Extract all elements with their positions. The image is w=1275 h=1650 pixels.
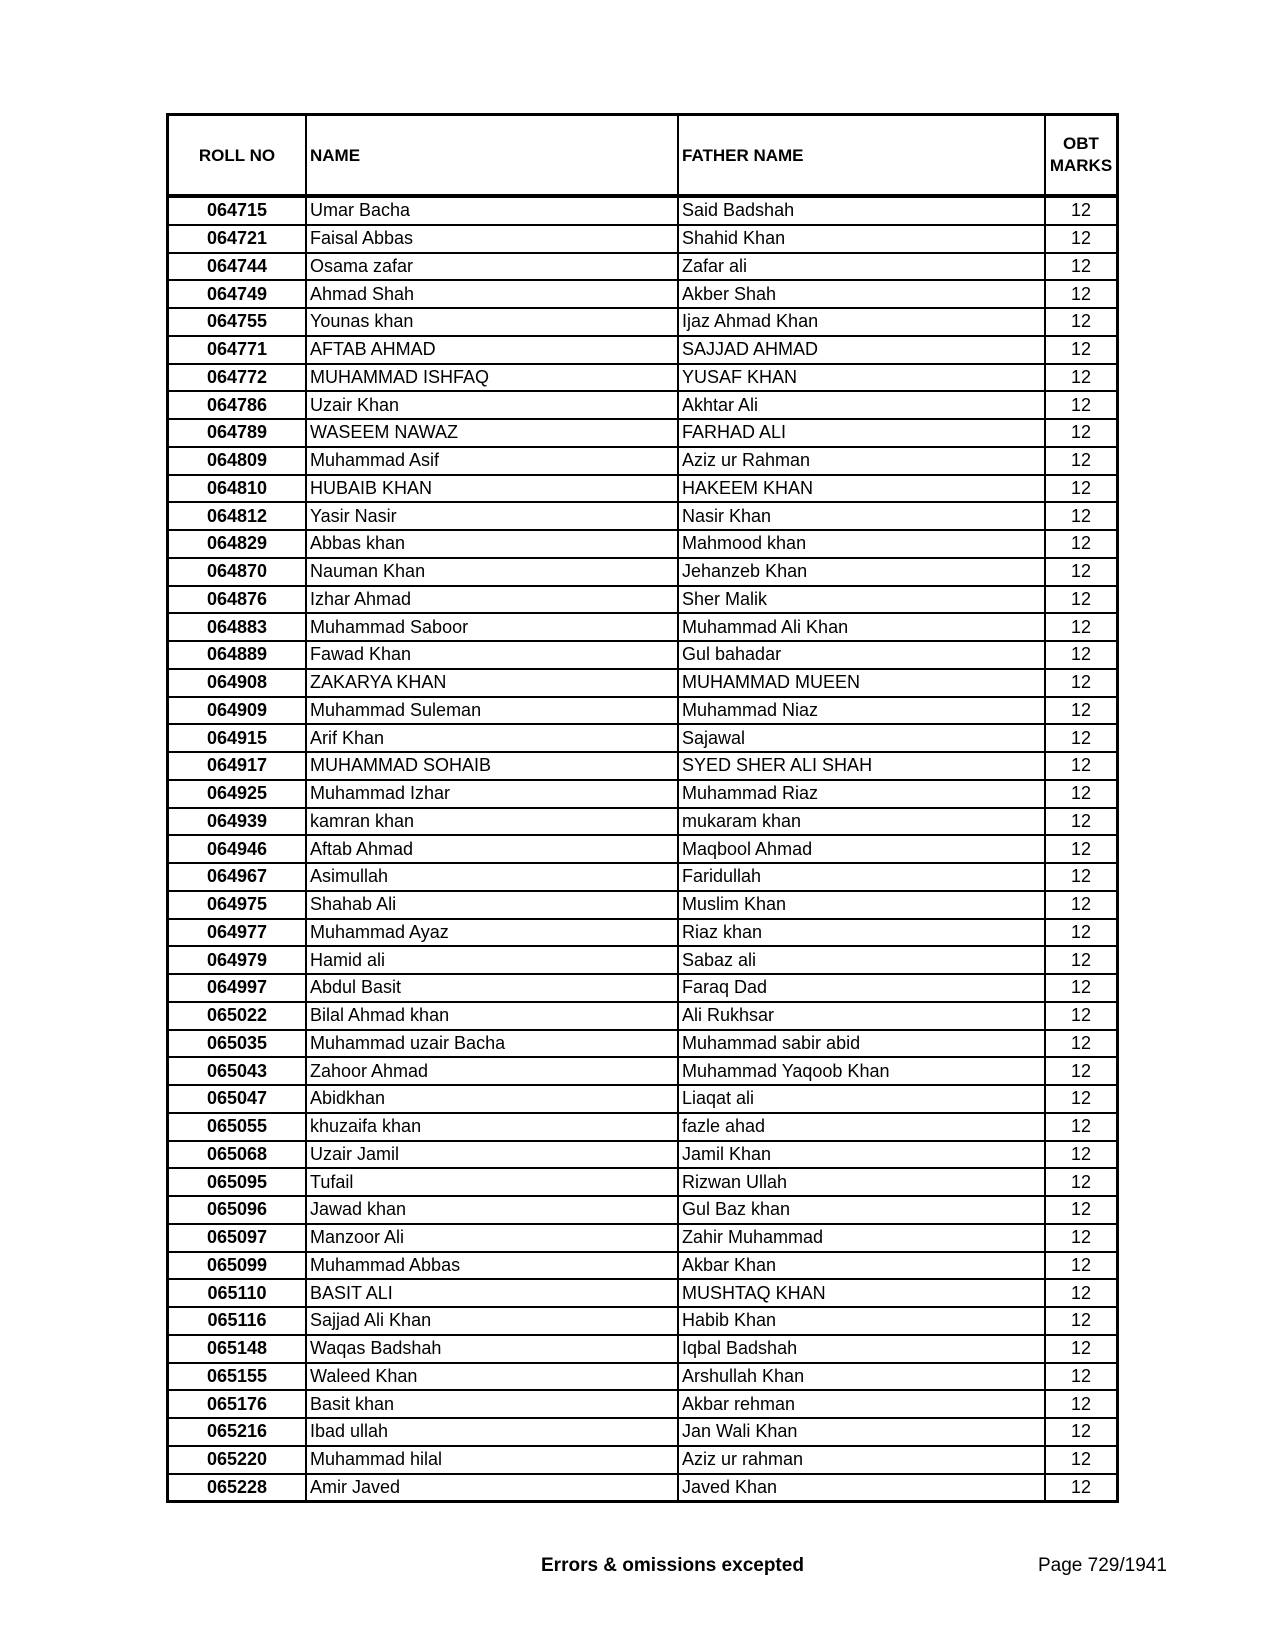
cell-roll-no: 064883	[168, 613, 307, 641]
table-row	[168, 1279, 1118, 1307]
table-row	[168, 1252, 1118, 1280]
cell-obt-marks: 12	[1045, 280, 1118, 308]
cell-name: Shahab Ali	[306, 891, 678, 919]
cell-roll-no: 064908	[168, 669, 307, 697]
table-body	[168, 196, 1118, 1502]
results-table	[166, 113, 1119, 1503]
cell-father-name: Jamil Khan	[678, 1141, 1045, 1169]
cell-roll-no: 065228	[168, 1474, 307, 1502]
cell-roll-no: 064721	[168, 225, 307, 253]
cell-name: Ahmad Shah	[306, 280, 678, 308]
cell-roll-no: 065095	[168, 1168, 307, 1196]
cell-father-name: Iqbal Badshah	[678, 1335, 1045, 1363]
cell-roll-no: 064809	[168, 447, 307, 475]
cell-roll-no: 065047	[168, 1085, 307, 1113]
cell-roll-no: 064749	[168, 280, 307, 308]
table-row	[168, 835, 1118, 863]
table-row	[168, 1030, 1118, 1058]
cell-father-name: Riaz khan	[678, 919, 1045, 947]
cell-father-name: Ali Rukhsar	[678, 1002, 1045, 1030]
cell-father-name: MUHAMMAD MUEEN	[678, 669, 1045, 697]
table-row	[168, 724, 1118, 752]
cell-father-name: Jehanzeb Khan	[678, 558, 1045, 586]
cell-roll-no: 064997	[168, 974, 307, 1002]
cell-obt-marks: 12	[1045, 835, 1118, 863]
cell-father-name: Liaqat ali	[678, 1085, 1045, 1113]
cell-name: AFTAB AHMAD	[306, 336, 678, 364]
cell-obt-marks: 12	[1045, 1141, 1118, 1169]
table-row	[168, 196, 1118, 225]
cell-obt-marks: 12	[1045, 808, 1118, 836]
cell-father-name: Sher Malik	[678, 586, 1045, 614]
cell-roll-no: 064715	[168, 196, 307, 225]
table-row	[168, 1446, 1118, 1474]
table-row	[168, 530, 1118, 558]
cell-name: Muhammad Ayaz	[306, 919, 678, 947]
cell-obt-marks: 12	[1045, 946, 1118, 974]
cell-obt-marks: 12	[1045, 253, 1118, 281]
cell-roll-no: 065043	[168, 1057, 307, 1085]
cell-father-name: Faraq Dad	[678, 974, 1045, 1002]
cell-father-name: fazle ahad	[678, 1113, 1045, 1141]
cell-roll-no: 064915	[168, 724, 307, 752]
table-row	[168, 336, 1118, 364]
cell-father-name: Muslim Khan	[678, 891, 1045, 919]
cell-obt-marks: 12	[1045, 1279, 1118, 1307]
cell-father-name: HAKEEM KHAN	[678, 475, 1045, 503]
table-row	[168, 697, 1118, 725]
cell-obt-marks: 12	[1045, 447, 1118, 475]
cell-obt-marks: 12	[1045, 308, 1118, 336]
cell-father-name: Sajawal	[678, 724, 1045, 752]
cell-obt-marks: 12	[1045, 1418, 1118, 1446]
cell-obt-marks: 12	[1045, 1363, 1118, 1391]
cell-father-name: MUSHTAQ KHAN	[678, 1279, 1045, 1307]
cell-father-name: Sabaz ali	[678, 946, 1045, 974]
table-row	[168, 502, 1118, 530]
table-row	[168, 1307, 1118, 1335]
cell-roll-no: 064967	[168, 863, 307, 891]
table-row	[168, 1363, 1118, 1391]
cell-roll-no: 065155	[168, 1363, 307, 1391]
cell-roll-no: 064939	[168, 808, 307, 836]
header-row	[168, 115, 1118, 197]
cell-father-name: Muhammad sabir abid	[678, 1030, 1045, 1058]
cell-obt-marks: 12	[1045, 475, 1118, 503]
cell-name: Muhammad Abbas	[306, 1252, 678, 1280]
cell-father-name: Javed Khan	[678, 1474, 1045, 1502]
cell-obt-marks: 12	[1045, 1474, 1118, 1502]
cell-name: Bilal Ahmad khan	[306, 1002, 678, 1030]
header-obt-line2: MARKS	[1049, 156, 1113, 175]
table-row	[168, 586, 1118, 614]
cell-roll-no: 065116	[168, 1307, 307, 1335]
cell-name: Arif Khan	[306, 724, 678, 752]
cell-roll-no: 064772	[168, 364, 307, 392]
table-row	[168, 364, 1118, 392]
cell-roll-no: 065096	[168, 1196, 307, 1224]
cell-name: Muhammad Asif	[306, 447, 678, 475]
cell-father-name: Gul bahadar	[678, 641, 1045, 669]
cell-roll-no: 064917	[168, 752, 307, 780]
cell-obt-marks: 12	[1045, 1168, 1118, 1196]
table-row	[168, 475, 1118, 503]
cell-name: Hamid ali	[306, 946, 678, 974]
cell-obt-marks: 12	[1045, 364, 1118, 392]
cell-roll-no: 064744	[168, 253, 307, 281]
table-header	[168, 115, 1118, 197]
table-row	[168, 863, 1118, 891]
cell-obt-marks: 12	[1045, 697, 1118, 725]
header-obt-marks	[1045, 115, 1118, 197]
cell-roll-no: 064889	[168, 641, 307, 669]
cell-name: Osama zafar	[306, 253, 678, 281]
cell-obt-marks: 12	[1045, 669, 1118, 697]
cell-father-name: Nasir Khan	[678, 502, 1045, 530]
table-row	[168, 974, 1118, 1002]
cell-name: Abdul Basit	[306, 974, 678, 1002]
header-father-name: FATHER NAME	[678, 115, 1045, 197]
cell-roll-no: 064786	[168, 391, 307, 419]
cell-father-name: Mahmood khan	[678, 530, 1045, 558]
page-number: Page 729/1941	[1038, 1555, 1167, 1576]
cell-father-name: SYED SHER ALI SHAH	[678, 752, 1045, 780]
cell-obt-marks: 12	[1045, 391, 1118, 419]
cell-name: Uzair Khan	[306, 391, 678, 419]
cell-roll-no: 064810	[168, 475, 307, 503]
cell-name: Asimullah	[306, 863, 678, 891]
table-row	[168, 1141, 1118, 1169]
cell-roll-no: 064946	[168, 835, 307, 863]
cell-obt-marks: 12	[1045, 419, 1118, 447]
cell-father-name: YUSAF KHAN	[678, 364, 1045, 392]
cell-obt-marks: 12	[1045, 1224, 1118, 1252]
cell-obt-marks: 12	[1045, 1196, 1118, 1224]
cell-obt-marks: 12	[1045, 1390, 1118, 1418]
table-row	[168, 280, 1118, 308]
cell-roll-no: 065097	[168, 1224, 307, 1252]
cell-obt-marks: 12	[1045, 613, 1118, 641]
cell-obt-marks: 12	[1045, 586, 1118, 614]
table-row	[168, 225, 1118, 253]
table-row	[168, 946, 1118, 974]
cell-name: Zahoor Ahmad	[306, 1057, 678, 1085]
table-row	[168, 558, 1118, 586]
cell-father-name: Akber Shah	[678, 280, 1045, 308]
cell-obt-marks: 12	[1045, 502, 1118, 530]
table-row	[168, 308, 1118, 336]
cell-obt-marks: 12	[1045, 196, 1118, 225]
cell-name: MUHAMMAD SOHAIB	[306, 752, 678, 780]
cell-name: kamran khan	[306, 808, 678, 836]
cell-father-name: Muhammad Niaz	[678, 697, 1045, 725]
cell-obt-marks: 12	[1045, 1030, 1118, 1058]
cell-father-name: Aziz ur Rahman	[678, 447, 1045, 475]
cell-roll-no: 064925	[168, 780, 307, 808]
cell-father-name: Akbar rehman	[678, 1390, 1045, 1418]
cell-name: Fawad Khan	[306, 641, 678, 669]
cell-father-name: Aziz ur rahman	[678, 1446, 1045, 1474]
cell-obt-marks: 12	[1045, 1335, 1118, 1363]
cell-obt-marks: 12	[1045, 724, 1118, 752]
cell-name: Abidkhan	[306, 1085, 678, 1113]
cell-name: Muhammad hilal	[306, 1446, 678, 1474]
cell-obt-marks: 12	[1045, 641, 1118, 669]
cell-obt-marks: 12	[1045, 1113, 1118, 1141]
table-row	[168, 752, 1118, 780]
cell-father-name: Akbar Khan	[678, 1252, 1045, 1280]
cell-father-name: Akhtar Ali	[678, 391, 1045, 419]
table-row	[168, 1335, 1118, 1363]
cell-name: Amir Javed	[306, 1474, 678, 1502]
table-row	[168, 808, 1118, 836]
cell-obt-marks: 12	[1045, 1446, 1118, 1474]
table-row	[168, 919, 1118, 947]
cell-roll-no: 065022	[168, 1002, 307, 1030]
cell-obt-marks: 12	[1045, 1085, 1118, 1113]
cell-father-name: FARHAD ALI	[678, 419, 1045, 447]
cell-name: Ibad ullah	[306, 1418, 678, 1446]
cell-father-name: Jan Wali Khan	[678, 1418, 1045, 1446]
cell-roll-no: 065148	[168, 1335, 307, 1363]
table-row	[168, 391, 1118, 419]
cell-father-name: Said Badshah	[678, 196, 1045, 225]
cell-name: Basit khan	[306, 1390, 678, 1418]
cell-obt-marks: 12	[1045, 225, 1118, 253]
cell-roll-no: 064870	[168, 558, 307, 586]
table-row	[168, 419, 1118, 447]
table-row	[168, 1085, 1118, 1113]
cell-obt-marks: 12	[1045, 1307, 1118, 1335]
table-row	[168, 1418, 1118, 1446]
cell-name: WASEEM NAWAZ	[306, 419, 678, 447]
table-row	[168, 641, 1118, 669]
cell-father-name: Rizwan Ullah	[678, 1168, 1045, 1196]
cell-name: khuzaifa khan	[306, 1113, 678, 1141]
cell-father-name: Maqbool Ahmad	[678, 835, 1045, 863]
cell-name: Manzoor Ali	[306, 1224, 678, 1252]
cell-name: ZAKARYA KHAN	[306, 669, 678, 697]
cell-name: BASIT ALI	[306, 1279, 678, 1307]
table-row	[168, 780, 1118, 808]
cell-name: Muhammad Izhar	[306, 780, 678, 808]
cell-obt-marks: 12	[1045, 974, 1118, 1002]
cell-name: Waqas Badshah	[306, 1335, 678, 1363]
cell-name: Muhammad uzair Bacha	[306, 1030, 678, 1058]
cell-father-name: Muhammad Yaqoob Khan	[678, 1057, 1045, 1085]
cell-roll-no: 064979	[168, 946, 307, 974]
header-roll-no: ROLL NO	[168, 115, 307, 197]
cell-roll-no: 064876	[168, 586, 307, 614]
table-row	[168, 253, 1118, 281]
table-row	[168, 1002, 1118, 1030]
footer-note: Errors & omissions excepted	[541, 1555, 804, 1576]
cell-father-name: Zahir Muhammad	[678, 1224, 1045, 1252]
cell-father-name: Muhammad Riaz	[678, 780, 1045, 808]
cell-father-name: Ijaz Ahmad Khan	[678, 308, 1045, 336]
table-row	[168, 613, 1118, 641]
table-row	[168, 1224, 1118, 1252]
cell-obt-marks: 12	[1045, 1002, 1118, 1030]
cell-roll-no: 064755	[168, 308, 307, 336]
cell-obt-marks: 12	[1045, 891, 1118, 919]
cell-name: Nauman Khan	[306, 558, 678, 586]
cell-roll-no: 064909	[168, 697, 307, 725]
cell-roll-no: 065099	[168, 1252, 307, 1280]
cell-father-name: Zafar ali	[678, 253, 1045, 281]
table-row	[168, 1196, 1118, 1224]
cell-name: Aftab Ahmad	[306, 835, 678, 863]
header-name: NAME	[306, 115, 678, 197]
cell-name: Abbas khan	[306, 530, 678, 558]
cell-father-name: Shahid Khan	[678, 225, 1045, 253]
cell-obt-marks: 12	[1045, 863, 1118, 891]
cell-roll-no: 064829	[168, 530, 307, 558]
cell-roll-no: 065035	[168, 1030, 307, 1058]
cell-father-name: mukaram khan	[678, 808, 1045, 836]
table-row	[168, 447, 1118, 475]
cell-obt-marks: 12	[1045, 1057, 1118, 1085]
cell-obt-marks: 12	[1045, 558, 1118, 586]
cell-father-name: Arshullah Khan	[678, 1363, 1045, 1391]
table-row	[168, 669, 1118, 697]
cell-name: Tufail	[306, 1168, 678, 1196]
table-row	[168, 1474, 1118, 1502]
cell-name: Umar Bacha	[306, 196, 678, 225]
header-obt-line1: OBT	[1063, 134, 1099, 153]
cell-roll-no: 064771	[168, 336, 307, 364]
cell-name: Muhammad Saboor	[306, 613, 678, 641]
table-row	[168, 1057, 1118, 1085]
cell-father-name: Muhammad Ali Khan	[678, 613, 1045, 641]
cell-father-name: Habib Khan	[678, 1307, 1045, 1335]
cell-father-name: Gul Baz khan	[678, 1196, 1045, 1224]
cell-name: Faisal Abbas	[306, 225, 678, 253]
cell-obt-marks: 12	[1045, 530, 1118, 558]
cell-name: Uzair Jamil	[306, 1141, 678, 1169]
table-row	[168, 891, 1118, 919]
cell-roll-no: 064812	[168, 502, 307, 530]
cell-obt-marks: 12	[1045, 1252, 1118, 1280]
cell-father-name: SAJJAD AHMAD	[678, 336, 1045, 364]
table-row	[168, 1390, 1118, 1418]
cell-name: Younas khan	[306, 308, 678, 336]
cell-obt-marks: 12	[1045, 336, 1118, 364]
cell-name: Sajjad Ali Khan	[306, 1307, 678, 1335]
cell-roll-no: 065068	[168, 1141, 307, 1169]
cell-name: Jawad khan	[306, 1196, 678, 1224]
cell-obt-marks: 12	[1045, 752, 1118, 780]
cell-name: Izhar Ahmad	[306, 586, 678, 614]
cell-obt-marks: 12	[1045, 919, 1118, 947]
cell-roll-no: 065176	[168, 1390, 307, 1418]
cell-roll-no: 065110	[168, 1279, 307, 1307]
cell-name: Muhammad Suleman	[306, 697, 678, 725]
cell-roll-no: 064789	[168, 419, 307, 447]
cell-roll-no: 065220	[168, 1446, 307, 1474]
cell-roll-no: 065055	[168, 1113, 307, 1141]
cell-obt-marks: 12	[1045, 780, 1118, 808]
cell-roll-no: 065216	[168, 1418, 307, 1446]
cell-father-name: Faridullah	[678, 863, 1045, 891]
cell-name: Yasir Nasir	[306, 502, 678, 530]
cell-name: MUHAMMAD ISHFAQ	[306, 364, 678, 392]
table-row	[168, 1113, 1118, 1141]
table-row	[168, 1168, 1118, 1196]
cell-name: Waleed Khan	[306, 1363, 678, 1391]
cell-roll-no: 064975	[168, 891, 307, 919]
cell-roll-no: 064977	[168, 919, 307, 947]
cell-name: HUBAIB KHAN	[306, 475, 678, 503]
